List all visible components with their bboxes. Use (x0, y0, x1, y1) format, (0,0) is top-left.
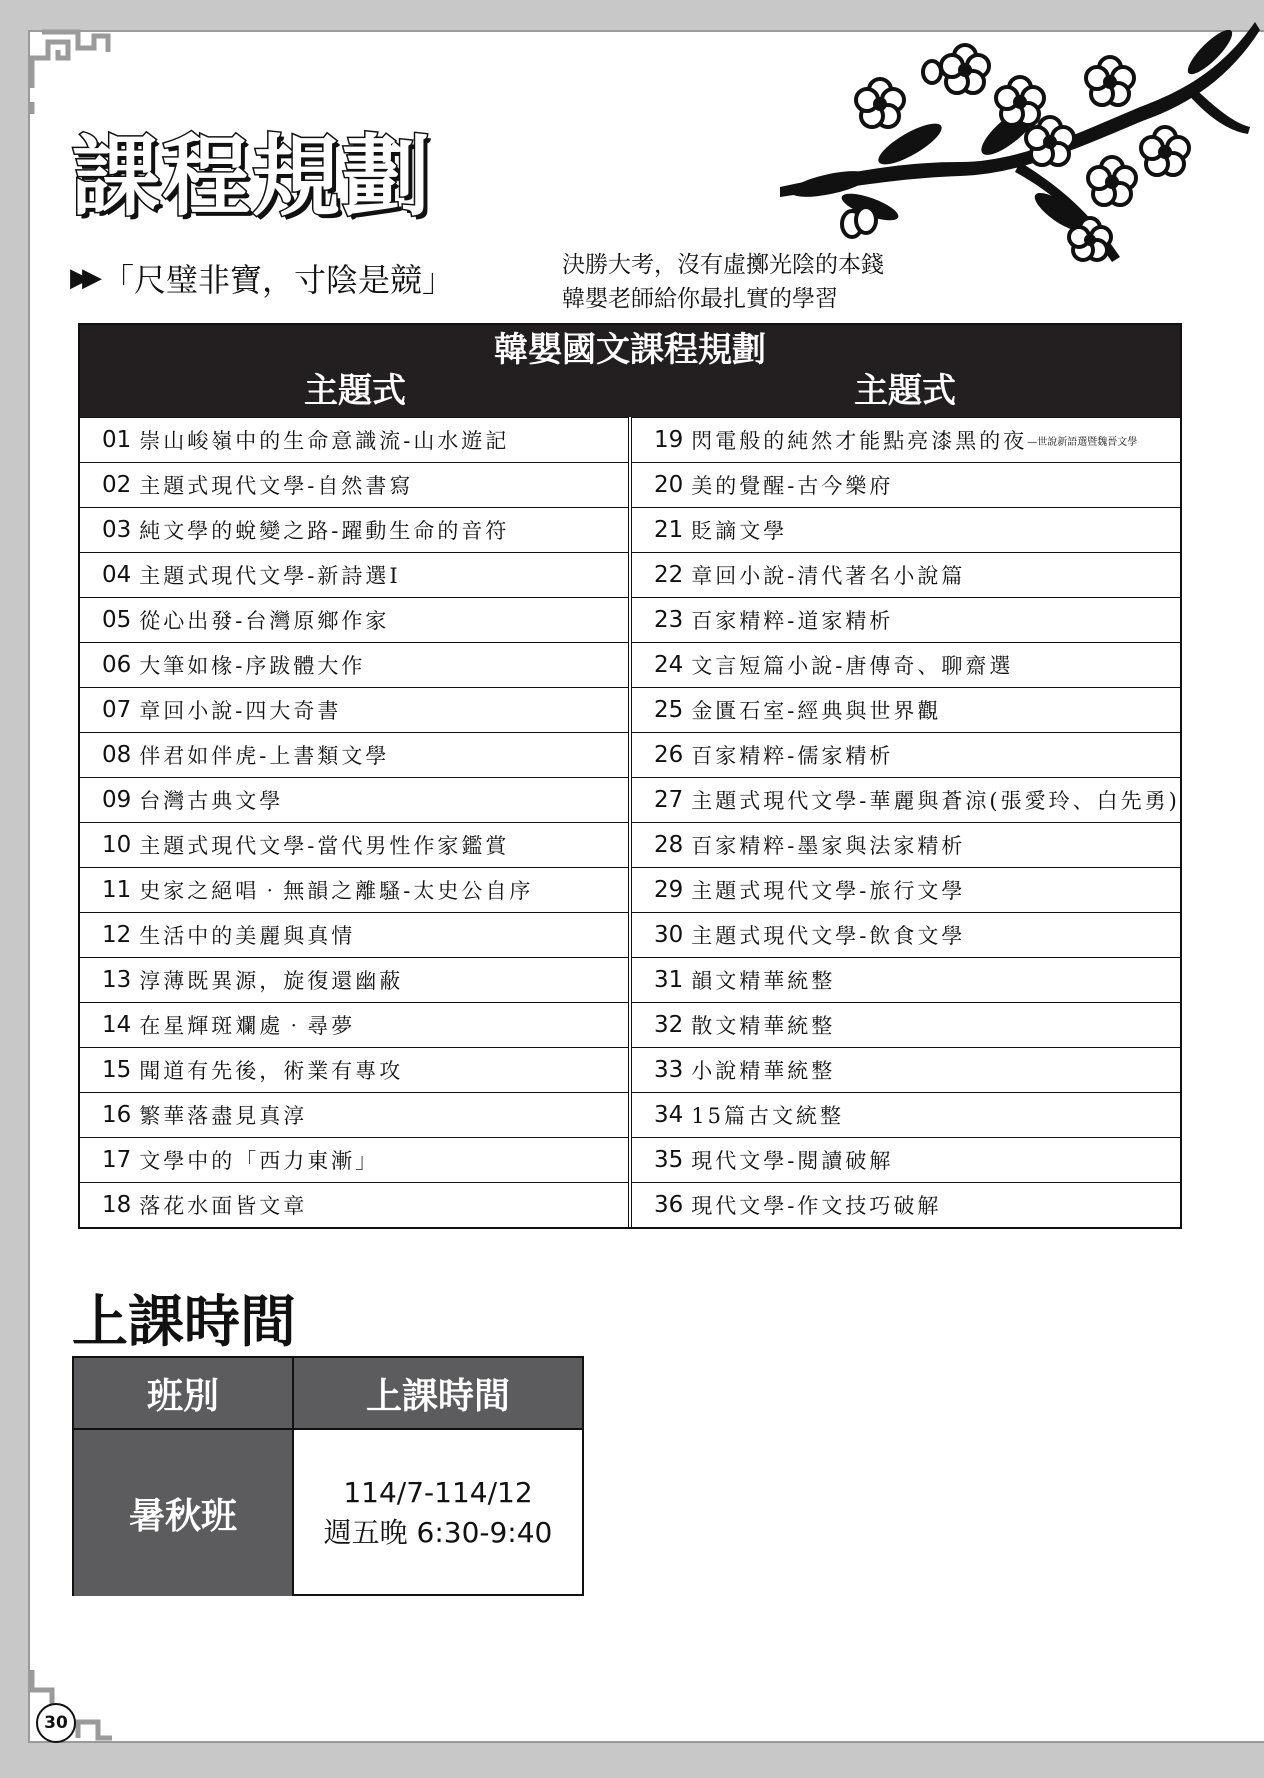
course-row (80, 912, 628, 957)
course-number: 09 (102, 787, 132, 813)
course-title: 落花水面皆文章 (139, 1194, 308, 1218)
course-number: 21 (654, 517, 684, 543)
course-row (632, 1002, 1180, 1047)
course-title: 現代文學-閱讀破解 (691, 1149, 894, 1173)
course-title: 散文精華統整 (691, 1014, 836, 1038)
double-arrow-icon: ▶▶ (70, 263, 94, 293)
left-course-column (80, 417, 632, 1227)
course-row (632, 1047, 1180, 1092)
course-number: 07 (102, 697, 132, 723)
course-row (80, 732, 628, 777)
course-row (80, 1137, 628, 1182)
course-number: 25 (654, 697, 684, 723)
schedule-table-header (74, 1358, 582, 1428)
time-column-header: 上課時間 (365, 1375, 510, 1417)
right-column-header: 主題式 (854, 371, 956, 411)
course-row (632, 417, 1180, 462)
course-row (80, 1047, 628, 1092)
course-title: 大筆如椽-序跋體大作 (139, 654, 366, 678)
course-row (632, 687, 1180, 732)
course-number: 06 (102, 652, 132, 678)
course-row (80, 777, 628, 822)
course-title: 主題式現代文學-旅行文學 (691, 879, 966, 903)
course-number: 36 (654, 1192, 684, 1218)
course-number: 12 (102, 922, 132, 948)
subtitle-note-line-1: 決勝大考，沒有虛擲光陰的本錢 (562, 252, 884, 278)
course-row (80, 417, 628, 462)
page-number: 30 (36, 1703, 76, 1743)
course-number: 03 (102, 517, 132, 543)
course-table-title: 韓嬰國文課程規劃 (494, 330, 766, 370)
course-table-header (80, 325, 1180, 417)
course-row (80, 867, 628, 912)
course-title: 史家之絕唱‧無韻之離騷-太史公自序 (139, 879, 534, 903)
course-title: 百家精粹-儒家精析 (691, 744, 894, 768)
course-row (632, 867, 1180, 912)
course-row (632, 642, 1180, 687)
course-subtitle-note: —世說新語選暨魏晉文學 (1027, 436, 1138, 448)
course-row (80, 687, 628, 732)
course-row (80, 1002, 628, 1047)
course-number: 31 (654, 967, 684, 993)
course-number: 26 (654, 742, 684, 768)
class-weekly-time: 週五晚 6:30-9:40 (323, 1516, 553, 1549)
course-row (632, 552, 1180, 597)
course-row (632, 1137, 1180, 1182)
course-title: 金匱石室-經典與世界觀 (691, 699, 942, 723)
course-title: 淳薄既異源，旋復還幽蔽 (139, 969, 404, 993)
course-row (632, 1092, 1180, 1137)
corner-ornament-top-left (28, 28, 118, 118)
course-row (80, 507, 628, 552)
course-number: 35 (654, 1147, 684, 1173)
course-title: 章回小說-四大奇書 (139, 699, 342, 723)
course-number: 34 (654, 1102, 684, 1128)
course-title: 章回小說-清代著名小說篇 (691, 564, 966, 588)
course-title: 純文學的蛻變之路-躍動生命的音符 (139, 519, 510, 543)
course-number: 05 (102, 607, 132, 633)
quote-row (70, 255, 454, 301)
course-title: 美的覺醒-古今樂府 (691, 474, 894, 498)
course-number: 16 (102, 1102, 132, 1128)
course-title: 從心出發-台灣原鄉作家 (139, 609, 390, 633)
course-title: 百家精粹-道家精析 (691, 609, 894, 633)
course-row (632, 957, 1180, 1002)
course-number: 01 (102, 427, 132, 453)
course-number: 18 (102, 1192, 132, 1218)
schedule-table (72, 1356, 584, 1596)
right-course-column (632, 417, 1180, 1227)
course-number: 15 (102, 1057, 132, 1083)
course-row (632, 822, 1180, 867)
course-title: 15篇古文統整 (691, 1104, 845, 1128)
course-row (80, 462, 628, 507)
course-number: 13 (102, 967, 132, 993)
frame-bottom-line (28, 1741, 1264, 1743)
course-number: 27 (654, 787, 684, 813)
course-row (632, 462, 1180, 507)
course-title: 主題式現代文學-自然書寫 (139, 474, 414, 498)
course-title: 百家精粹-墨家與法家精析 (691, 834, 966, 858)
course-number: 04 (102, 562, 132, 588)
course-number: 11 (102, 877, 132, 903)
course-row (80, 552, 628, 597)
course-number: 17 (102, 1147, 132, 1173)
course-title: 貶謫文學 (691, 519, 788, 543)
course-table-column-headers (80, 371, 1180, 417)
subtitle-note (562, 248, 884, 316)
subtitle-note-line-2: 韓嬰老師給你最扎實的學習 (562, 286, 838, 312)
page-title: 課程規劃 (72, 124, 433, 228)
course-row (80, 957, 628, 1002)
course-number: 10 (102, 832, 132, 858)
course-title: 主題式現代文學-飲食文學 (691, 924, 966, 948)
course-row (632, 507, 1180, 552)
course-row (632, 912, 1180, 957)
course-row (80, 822, 628, 867)
course-number: 28 (654, 832, 684, 858)
course-number: 22 (654, 562, 684, 588)
class-name-cell: 暑秋班 (74, 1430, 294, 1596)
course-title: 聞道有先後，術業有專攻 (139, 1059, 404, 1083)
course-title: 現代文學-作文技巧破解 (691, 1194, 942, 1218)
course-title: 文學中的「西力東漸」 (139, 1149, 380, 1173)
schedule-table-row (74, 1428, 582, 1596)
course-title: 繁華落盡見真淳 (139, 1104, 308, 1128)
course-row (632, 732, 1180, 777)
course-title: 主題式現代文學-華麗與蒼涼(張愛玲、白先勇) (691, 789, 1180, 813)
class-column-header: 班別 (74, 1358, 294, 1428)
left-column-header: 主題式 (304, 371, 406, 411)
course-number: 24 (654, 652, 684, 678)
course-title: 閃電般的純然才能點亮漆黑的夜 (691, 429, 1028, 453)
course-title: 台灣古典文學 (139, 789, 284, 813)
frame-left-line (28, 30, 30, 1742)
course-row (80, 1092, 628, 1137)
quote-text: 「尺璧非寶，寸陰是競」 (102, 261, 455, 299)
course-number: 02 (102, 472, 132, 498)
course-title: 生活中的美麗與真情 (139, 924, 356, 948)
course-number: 29 (654, 877, 684, 903)
course-row (80, 642, 628, 687)
course-title: 主題式現代文學-當代男性作家鑑賞 (139, 834, 510, 858)
course-number: 32 (654, 1012, 684, 1038)
course-number: 08 (102, 742, 132, 768)
course-row (632, 1182, 1180, 1227)
schedule-heading: 上課時間 (72, 1290, 296, 1355)
course-number: 23 (654, 607, 684, 633)
class-date-range: 114/7-114/12 (343, 1476, 533, 1509)
course-number: 14 (102, 1012, 132, 1038)
course-number: 19 (654, 427, 684, 453)
course-number: 33 (654, 1057, 684, 1083)
course-title: 崇山峻嶺中的生命意識流-山水遊記 (139, 429, 510, 453)
course-title: 在星輝斑斕處‧尋夢 (139, 1014, 356, 1038)
course-row (632, 597, 1180, 642)
course-title: 伴君如伴虎-上書類文學 (139, 744, 390, 768)
course-row (80, 1182, 628, 1227)
class-time-cell (294, 1430, 582, 1596)
course-title: 韻文精華統整 (691, 969, 836, 993)
course-number: 20 (654, 472, 684, 498)
course-title: 小說精華統整 (691, 1059, 836, 1083)
course-plan-table (78, 323, 1182, 1229)
course-row (632, 777, 1180, 822)
course-number: 30 (654, 922, 684, 948)
course-table-body (80, 417, 1180, 1227)
plum-blossom-branch-illustration (760, 12, 1260, 282)
course-row (80, 597, 628, 642)
course-title: 主題式現代文學-新詩選Ⅰ (139, 564, 401, 588)
course-title: 文言短篇小說-唐傳奇、聊齋選 (691, 654, 1014, 678)
